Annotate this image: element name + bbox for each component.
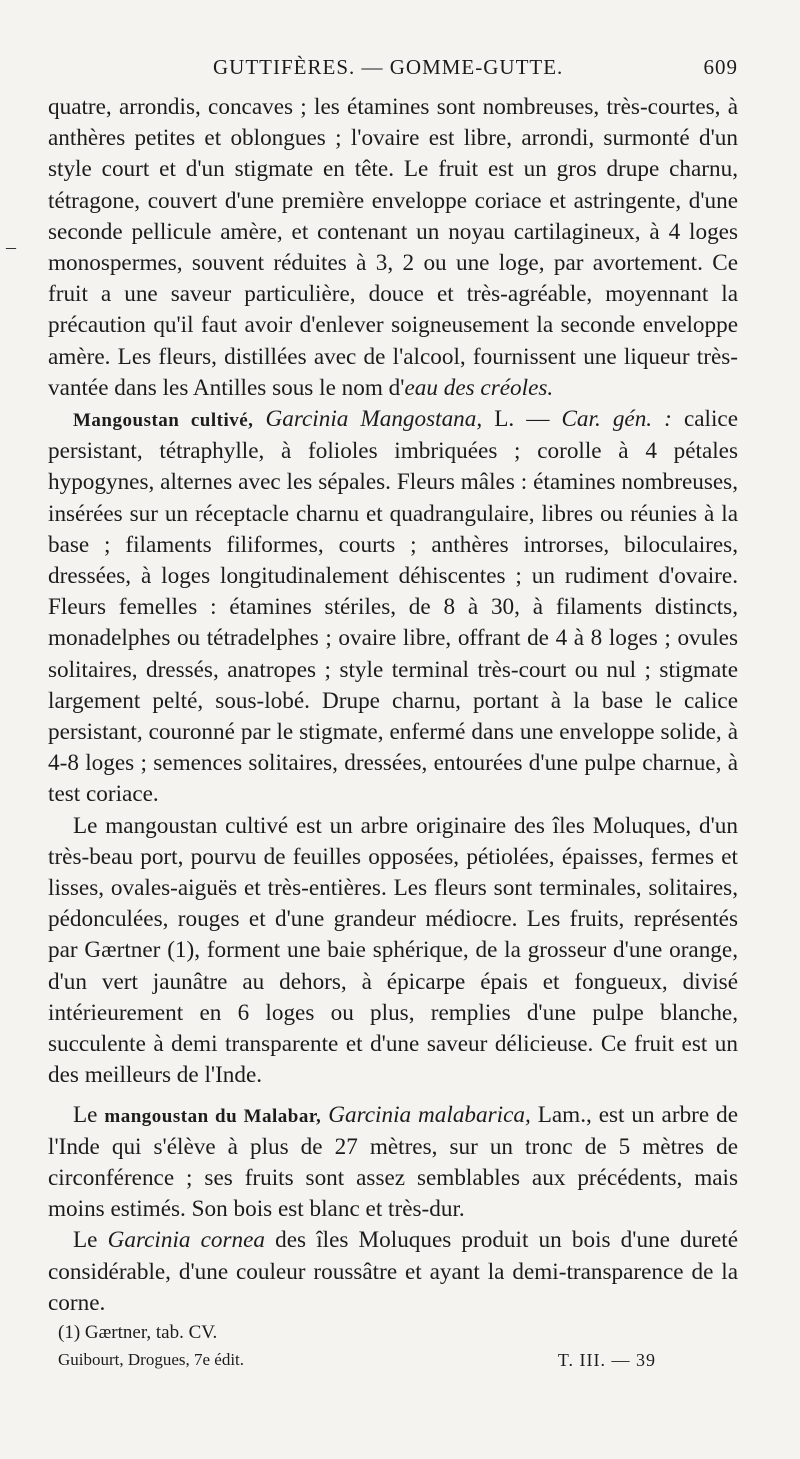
latin-name-garcinia-mangostana: Garcinia Mangostana, bbox=[265, 406, 483, 433]
header-title: GUTTIFÈRES. — GOMME-GUTTE. bbox=[213, 55, 564, 79]
footer-signature: Guibourt, Drogues, 7e édit. bbox=[58, 1350, 245, 1369]
paragraph-1-text: quatre, arrondis, concaves ; les étamines sont nombreuses, très-courtes, à anthères petites et oblongues ; l'ovaire est libre, arrondi, surmonté d'un style court et d'un stigmate en tête. Le fruit est un gros drupe charnu, tétragone, couvert d'une première enveloppe coriace et astringente, d'une seconde pellicule amère, et contenant un noyau cartilagineux, à 4 loges monospermes, souvent réduites à 3, 2 ou une loge, par avortement. Ce fruit a une saveur particulière, douce et très-agréable, moyennant la précaution qu'il faut avoir d'enlever soigneusement la seconde enveloppe amère. Les fleurs, distillées avec de l'alcool, fournissent une liqueur très-vantée dans les Antilles sous le nom d' bbox=[48, 94, 738, 401]
paragraph-spacer bbox=[48, 1092, 738, 1100]
footer-volume-mark: T. III. — 39 bbox=[557, 1350, 656, 1370]
page-number: 609 bbox=[703, 55, 738, 79]
body-text bbox=[48, 92, 738, 1319]
paragraph-1-italic: eau des créoles. bbox=[404, 374, 554, 401]
paragraph-4-text-1: Le bbox=[73, 1101, 105, 1128]
species-name-mangoustan-cultive: Mangoustan cultivé, bbox=[73, 410, 254, 432]
paragraph-5-text-2: des îles Moluques produit un bois d'une dureté considérable, d'une couleur roussâtre et ayant la demi-transparence de la corne. bbox=[48, 1227, 738, 1316]
paragraph-3-text: Le mangoustan cultivé est un arbre originaire des îles Moluques, d'un très-beau port, pourvu de feuilles opposées, pétiolées, épaisses, fermes et lisses, ovales-aiguës et très-entières. Les fleurs sont terminales, solitaires, pédonculées, rouges et d'une grandeur médiocre. Les fruits, représentés par Gærtner (1), forment une baie sphérique, de la grosseur d'une orange, d'un vert jaunâtre au dehors, à épicarpe épais et fongueux, divisé intérieurement en 6 loges ou plus, remplies d'une pulpe blanche, succulente à demi transparente et d'une saveur délicieuse. Ce fruit est un des meilleurs de l'Inde. bbox=[48, 812, 738, 1089]
paragraph-3 bbox=[48, 811, 738, 1092]
paragraph-4-text-2: Lam., est un arbre de l'Inde qui s'élève à plus de 27 mètres, sur un tronc de 5 mètres de circonférence ; ses fruits sont assez semblables aux précédents, mais moins estimés. Son bois est blanc et très-dur. bbox=[48, 1101, 738, 1223]
footnote: (1) Gærtner, tab. CV. bbox=[58, 1322, 218, 1343]
paragraph-5 bbox=[48, 1225, 738, 1319]
paragraph-5-text-1: Le bbox=[73, 1227, 108, 1254]
paragraph-2-text-1: L. — bbox=[482, 406, 562, 433]
species-name-mangoustan-malabar: mangoustan du Malabar, bbox=[104, 1105, 322, 1127]
latin-name-garcinia-cornea: Garcinia cornea bbox=[107, 1227, 266, 1254]
running-header bbox=[48, 55, 738, 87]
paragraph-2 bbox=[48, 404, 738, 811]
paragraph-2-text-2: calice persistant, tétraphylle, à folioles imbriquées ; corolle à 4 pétales hypogynes, alternes avec les sépales. Fleurs mâles : étamines nombreuses, insérées sur un réceptacle charnu et quadrangulaire, libres ou réunies à la base ; filaments filiformes, courts ; anthères introrses, biloculaires, dressées, à loges longitudinalement déhiscentes ; un rudiment d'ovaire. Fleurs femelles : étamines stériles, de 8 à 30, à filaments distincts, monadelphes ou tétradelphes ; ovaire libre, offrant de 4 à 8 loges ; ovules solitaires, dressés, anatropes ; style terminal très-court ou nul ; stigmate largement pelté, sous-lobé. Drupe charnu, portant à la base le calice persistant, couronné par le stigmate, enfermé dans une enveloppe solide, à 4-8 loges ; semences solitaires, dressées, entourées d'une pulpe charnue, à test coriace. bbox=[48, 406, 738, 808]
paragraph-1 bbox=[48, 92, 738, 404]
page-footer bbox=[58, 1350, 738, 1376]
latin-name-garcinia-malabarica: Garcinia malabarica, bbox=[328, 1101, 531, 1128]
margin-mark: – bbox=[6, 236, 16, 258]
car-gen-label: Car. gén. : bbox=[561, 406, 672, 433]
paragraph-4 bbox=[48, 1100, 738, 1226]
